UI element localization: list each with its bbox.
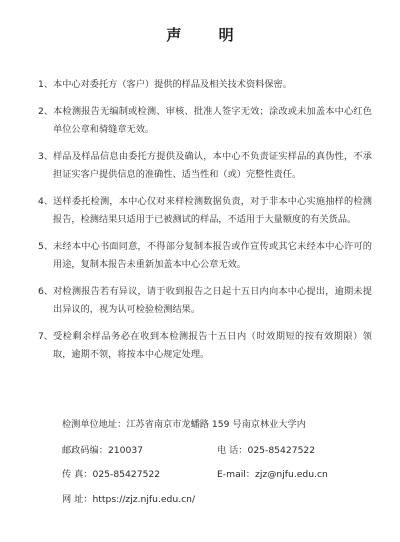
clause-text: 本中心对委托方（客户）提供的样品及相关技术资料保密。: [53, 79, 292, 90]
clause-text: 受检剩余样品务必在收到本检测报告十五日内（时效期短的按有效期限）领取，逾期不领，将按本中心规定处理。: [53, 331, 372, 360]
email-value[interactable]: zjz@njfu.edu.cn: [255, 469, 328, 480]
email-cell: [217, 468, 328, 482]
clause-item: [38, 148, 372, 184]
zip-label: 邮政码编：: [62, 445, 108, 456]
fax-email-row: [62, 468, 328, 482]
phone-cell: [217, 444, 315, 458]
clause-number: 3、: [38, 151, 54, 162]
web-row: [62, 493, 195, 507]
phone-label: 电 话：: [217, 445, 248, 456]
clause-number: 6、: [38, 286, 54, 297]
clause-item: [38, 328, 372, 364]
address-row: [62, 418, 306, 432]
address-label: 检测单位地址：: [62, 419, 127, 430]
clause-number: 1、: [38, 79, 54, 90]
fax-value: 025-85427522: [92, 469, 161, 480]
clause-text: 送样委托检测，本中心仅对来样检测数据负责，对于非本中心实施抽样的检测报告，检测结果只适用于已被测试的样品，不适用于大量额度的有关货品。: [53, 196, 372, 225]
clause-item: [38, 193, 372, 229]
clause-number: 5、: [38, 241, 54, 252]
web-label: 网 址：: [62, 494, 93, 505]
clause-list: [38, 76, 372, 373]
clause-number: 2、: [38, 106, 54, 117]
clause-number: 7、: [38, 331, 54, 342]
page-title: 声 明: [166, 26, 250, 44]
clause-item: [38, 76, 372, 94]
clause-text: 本检测报告无编制或检测、审核、批准人签字无效；涂改或未加盖本中心红色单位公章和骑缝章无效。: [53, 106, 372, 135]
zip-value: 210037: [107, 445, 144, 456]
clause-text: 样品及样品信息由委托方提供及确认，本中心不负责证实样品的真伪性，不承担证实客户提供信息的准确性、适当性和（或）完整性责任。: [53, 151, 372, 180]
clause-item: [38, 103, 372, 139]
phone-value: 025-85427522: [247, 445, 316, 456]
email-label: E-mail：: [217, 469, 255, 480]
fax-label: 传 真：: [62, 469, 93, 480]
clause-item: [38, 238, 372, 274]
clause-text: 未经本中心书面同意，不得部分复制本报告或作宣传或其它未经本中心许可的用途，复制本报告未重新加盖本中心公章无效。: [53, 241, 372, 270]
clause-text: 对检测报告若有异议，请于收到报告之日起十五日内向本中心提出，逾期未提出异议的，视为认可检验检测结果。: [53, 286, 372, 315]
clause-item: [38, 283, 372, 319]
clause-number: 4、: [38, 196, 54, 207]
address-value: 江苏省南京市龙蟠路 159 号南京林业大学内: [126, 419, 306, 430]
zip-phone-row: [62, 444, 316, 458]
web-link[interactable]: https://zjz.njfu.edu.cn/: [92, 494, 196, 505]
